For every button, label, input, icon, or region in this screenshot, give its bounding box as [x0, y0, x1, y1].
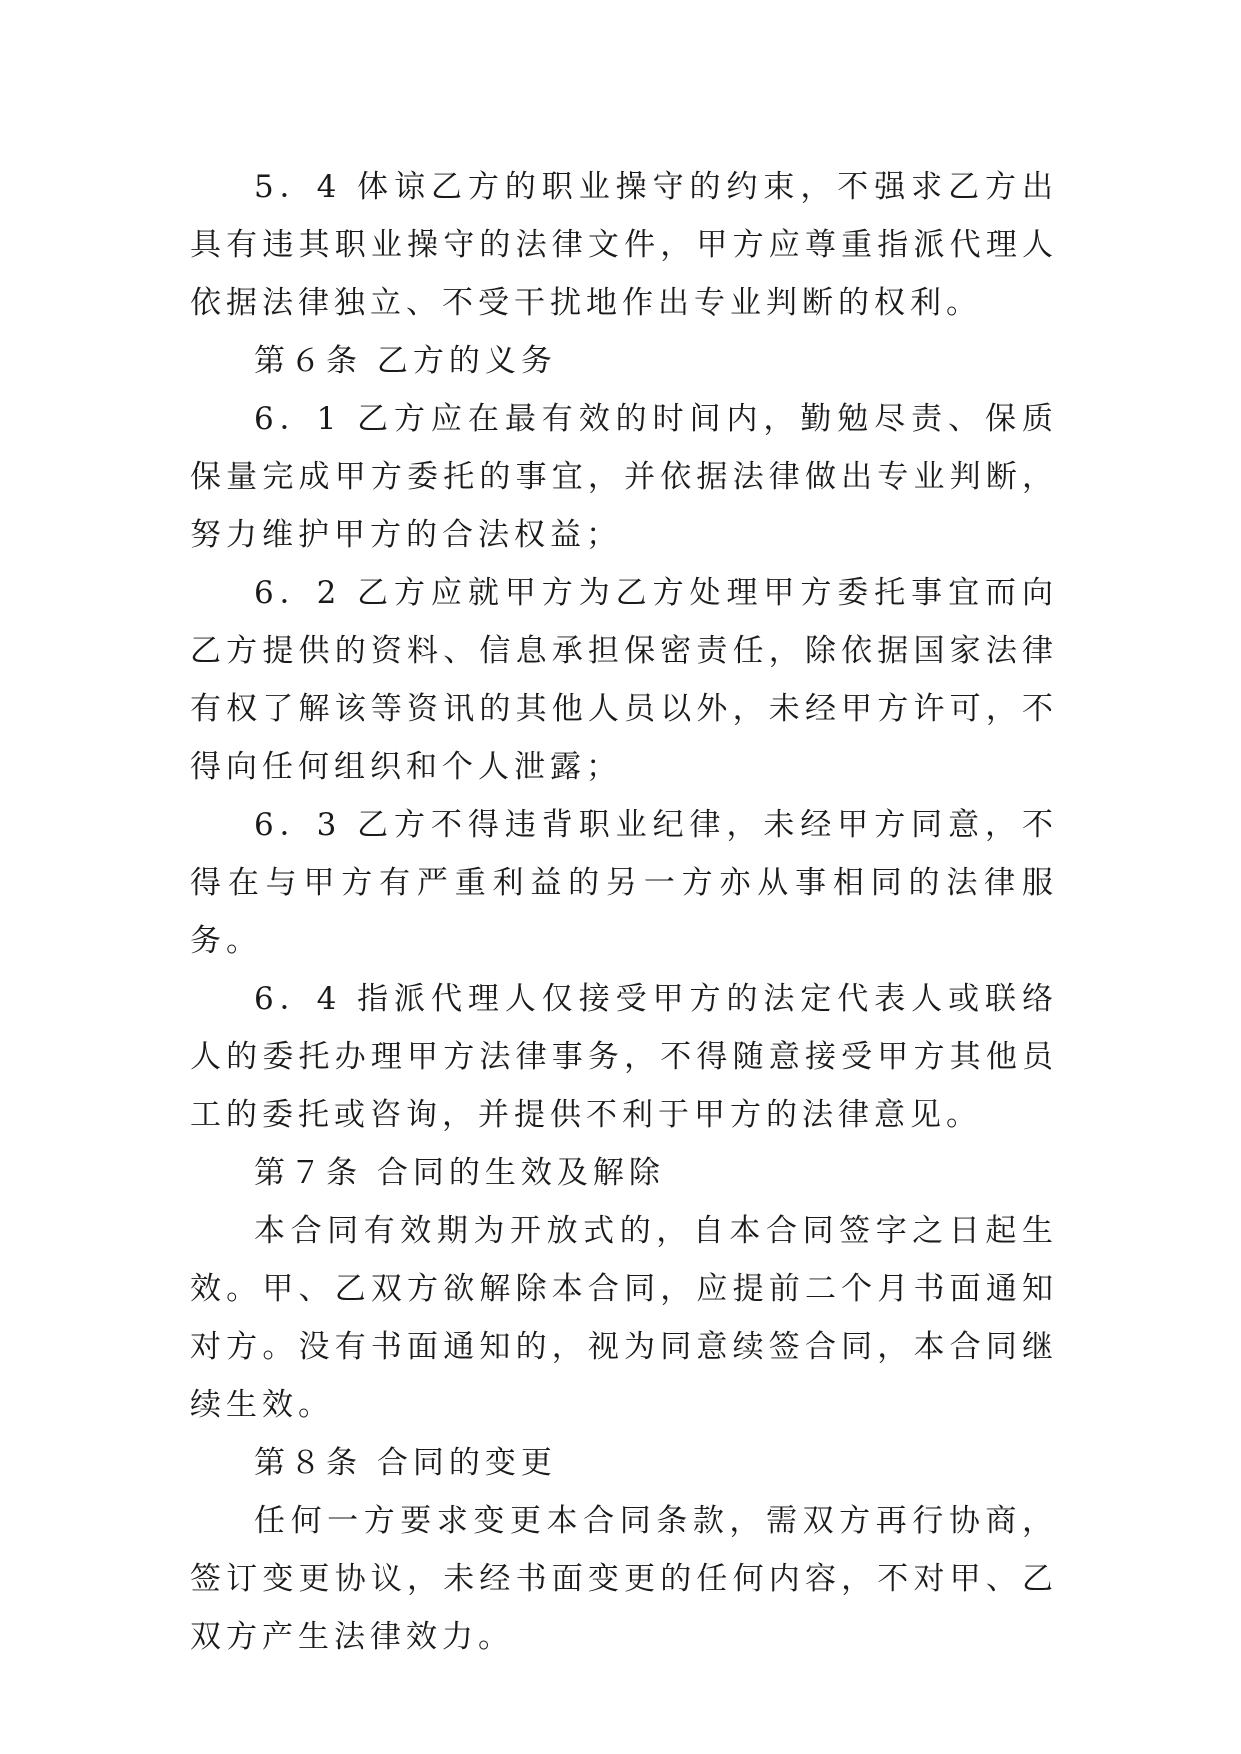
article-8-body: 任何一方要求变更本合同条款，需双方再行协商，签订变更协议，未经书面变更的任何内容，不对甲、乙双方产生法律效力。 [190, 1503, 1058, 1655]
clause-6-3: 6．3 乙方不得违背职业纪律，未经甲方同意，不得在与甲方有严重利益的另一方亦从事相同的法律服务。 [190, 807, 1058, 959]
clause-5-4: 5．4 体谅乙方的职业操守的约束，不强求乙方出具有违其职业操守的法律文件，甲方应尊重指派代理人依据法律独立、不受干扰地作出专业判断的权利。 [190, 169, 1058, 321]
clause-6-2: 6．2 乙方应就甲方为乙方处理甲方委托事宜而向乙方提供的资料、信息承担保密责任，除依据国家法律有权了解该等资讯的其他人员以外，未经甲方许可，不得向任何组织和个人泄露； [190, 575, 1058, 785]
document-body [190, 158, 1058, 1666]
article-6-heading: 第６条 乙方的义务 [254, 343, 557, 379]
clause-6-1: 6．1 乙方应在最有效的时间内，勤勉尽责、保质保量完成甲方委托的事宜，并依据法律做出专业判断，努力维护甲方的合法权益； [190, 401, 1058, 553]
article-7-body: 本合同有效期为开放式的，自本合同签字之日起生效。甲、乙双方欲解除本合同，应提前二个月书面通知对方。没有书面通知的，视为同意续签合同，本合同继续生效。 [190, 1213, 1058, 1423]
article-8-heading: 第８条 合同的变更 [254, 1445, 557, 1481]
clause-6-4: 6．4 指派代理人仅接受甲方的法定代表人或联络人的委托办理甲方法律事务，不得随意接受甲方其他员工的委托或咨询，并提供不利于甲方的法律意见。 [190, 981, 1058, 1133]
article-7-heading: 第７条 合同的生效及解除 [254, 1155, 665, 1191]
